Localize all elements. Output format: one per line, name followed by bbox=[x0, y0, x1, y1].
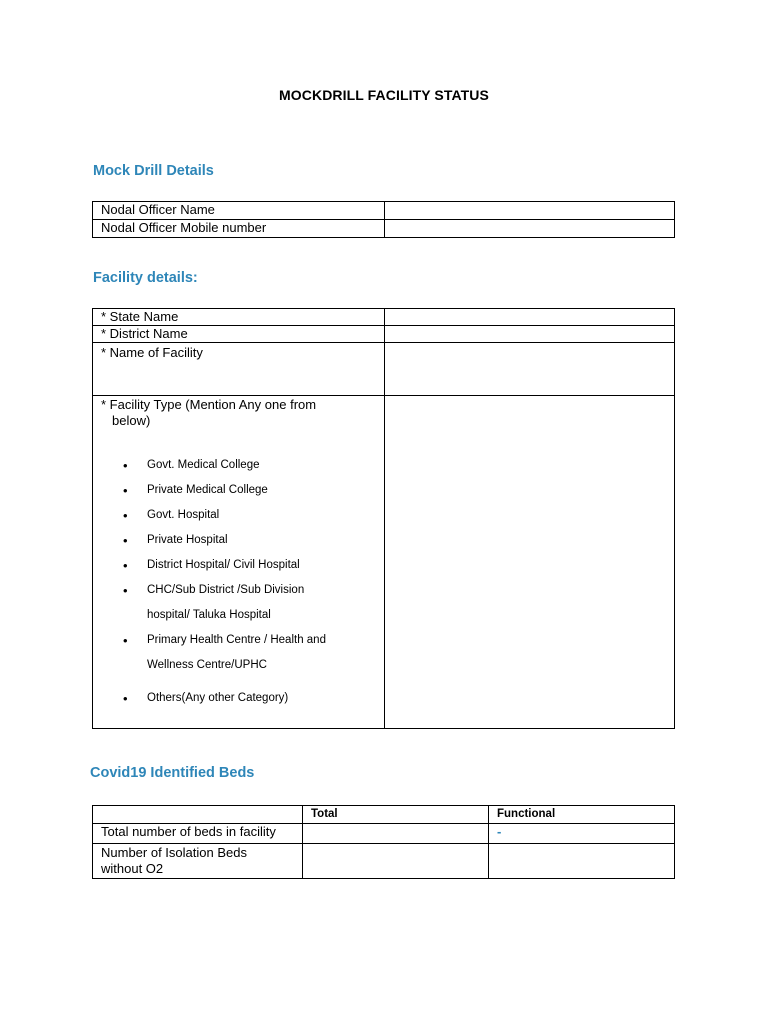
district-name-label: * District Name bbox=[93, 326, 385, 343]
list-item: • Primary Health Centre / Health and Wellness Centre/UPHC bbox=[101, 628, 384, 678]
table-row bbox=[93, 396, 675, 729]
table-row bbox=[93, 806, 675, 824]
section-facility-details: Facility details: bbox=[93, 270, 198, 286]
list-item: • Others(Any other Category) bbox=[101, 686, 384, 711]
column-header-functional: Functional bbox=[489, 806, 675, 824]
table-row bbox=[93, 202, 675, 220]
isolation-beds-total-field[interactable] bbox=[303, 844, 489, 879]
isolation-beds-functional-field[interactable] bbox=[489, 844, 675, 879]
district-name-field[interactable] bbox=[385, 326, 675, 343]
list-item: • Govt. Medical College bbox=[101, 453, 384, 478]
nodal-officer-mobile-label: Nodal Officer Mobile number bbox=[93, 220, 385, 238]
facility-type-options bbox=[101, 453, 384, 711]
total-beds-functional-field[interactable]: - bbox=[489, 824, 675, 844]
nodal-officer-name-label: Nodal Officer Name bbox=[93, 202, 385, 220]
total-beds-label: Total number of beds in facility bbox=[93, 824, 303, 844]
list-item: • Private Medical College bbox=[101, 478, 384, 503]
page-title: MOCKDRILL FACILITY STATUS bbox=[279, 87, 489, 103]
column-header-total: Total bbox=[303, 806, 489, 824]
facility-type-heading: * Facility Type (Mention Any one from below) bbox=[101, 397, 317, 428]
table-row bbox=[93, 343, 675, 396]
facility-name-label: * Name of Facility bbox=[93, 343, 385, 396]
facility-details-table bbox=[92, 308, 675, 729]
table-row bbox=[93, 844, 675, 879]
facility-name-field[interactable] bbox=[385, 343, 675, 396]
state-name-field[interactable] bbox=[385, 309, 675, 326]
list-item: • Govt. Hospital bbox=[101, 503, 384, 528]
total-beds-total-field[interactable] bbox=[303, 824, 489, 844]
list-item: • District Hospital/ Civil Hospital bbox=[101, 553, 384, 578]
nodal-officer-name-field[interactable] bbox=[385, 202, 675, 220]
table-row bbox=[93, 220, 675, 238]
section-covid19-identified-beds: Covid19 Identified Beds bbox=[90, 765, 255, 781]
facility-type-field[interactable] bbox=[385, 396, 675, 729]
state-name-label: * State Name bbox=[93, 309, 385, 326]
nodal-officer-mobile-field[interactable] bbox=[385, 220, 675, 238]
table-row bbox=[93, 326, 675, 343]
row-header-empty bbox=[93, 806, 303, 824]
list-item: • CHC/Sub District /Sub Division hospital/ Taluka Hospital bbox=[101, 578, 384, 628]
section-mock-drill-details: Mock Drill Details bbox=[93, 163, 214, 179]
list-item: • Private Hospital bbox=[101, 528, 384, 553]
mock-drill-table bbox=[92, 201, 675, 238]
table-row bbox=[93, 824, 675, 844]
table-row bbox=[93, 309, 675, 326]
covid-beds-table bbox=[92, 805, 675, 879]
isolation-beds-label: Number of Isolation Beds without O2 bbox=[93, 844, 303, 879]
facility-type-label bbox=[93, 396, 385, 729]
